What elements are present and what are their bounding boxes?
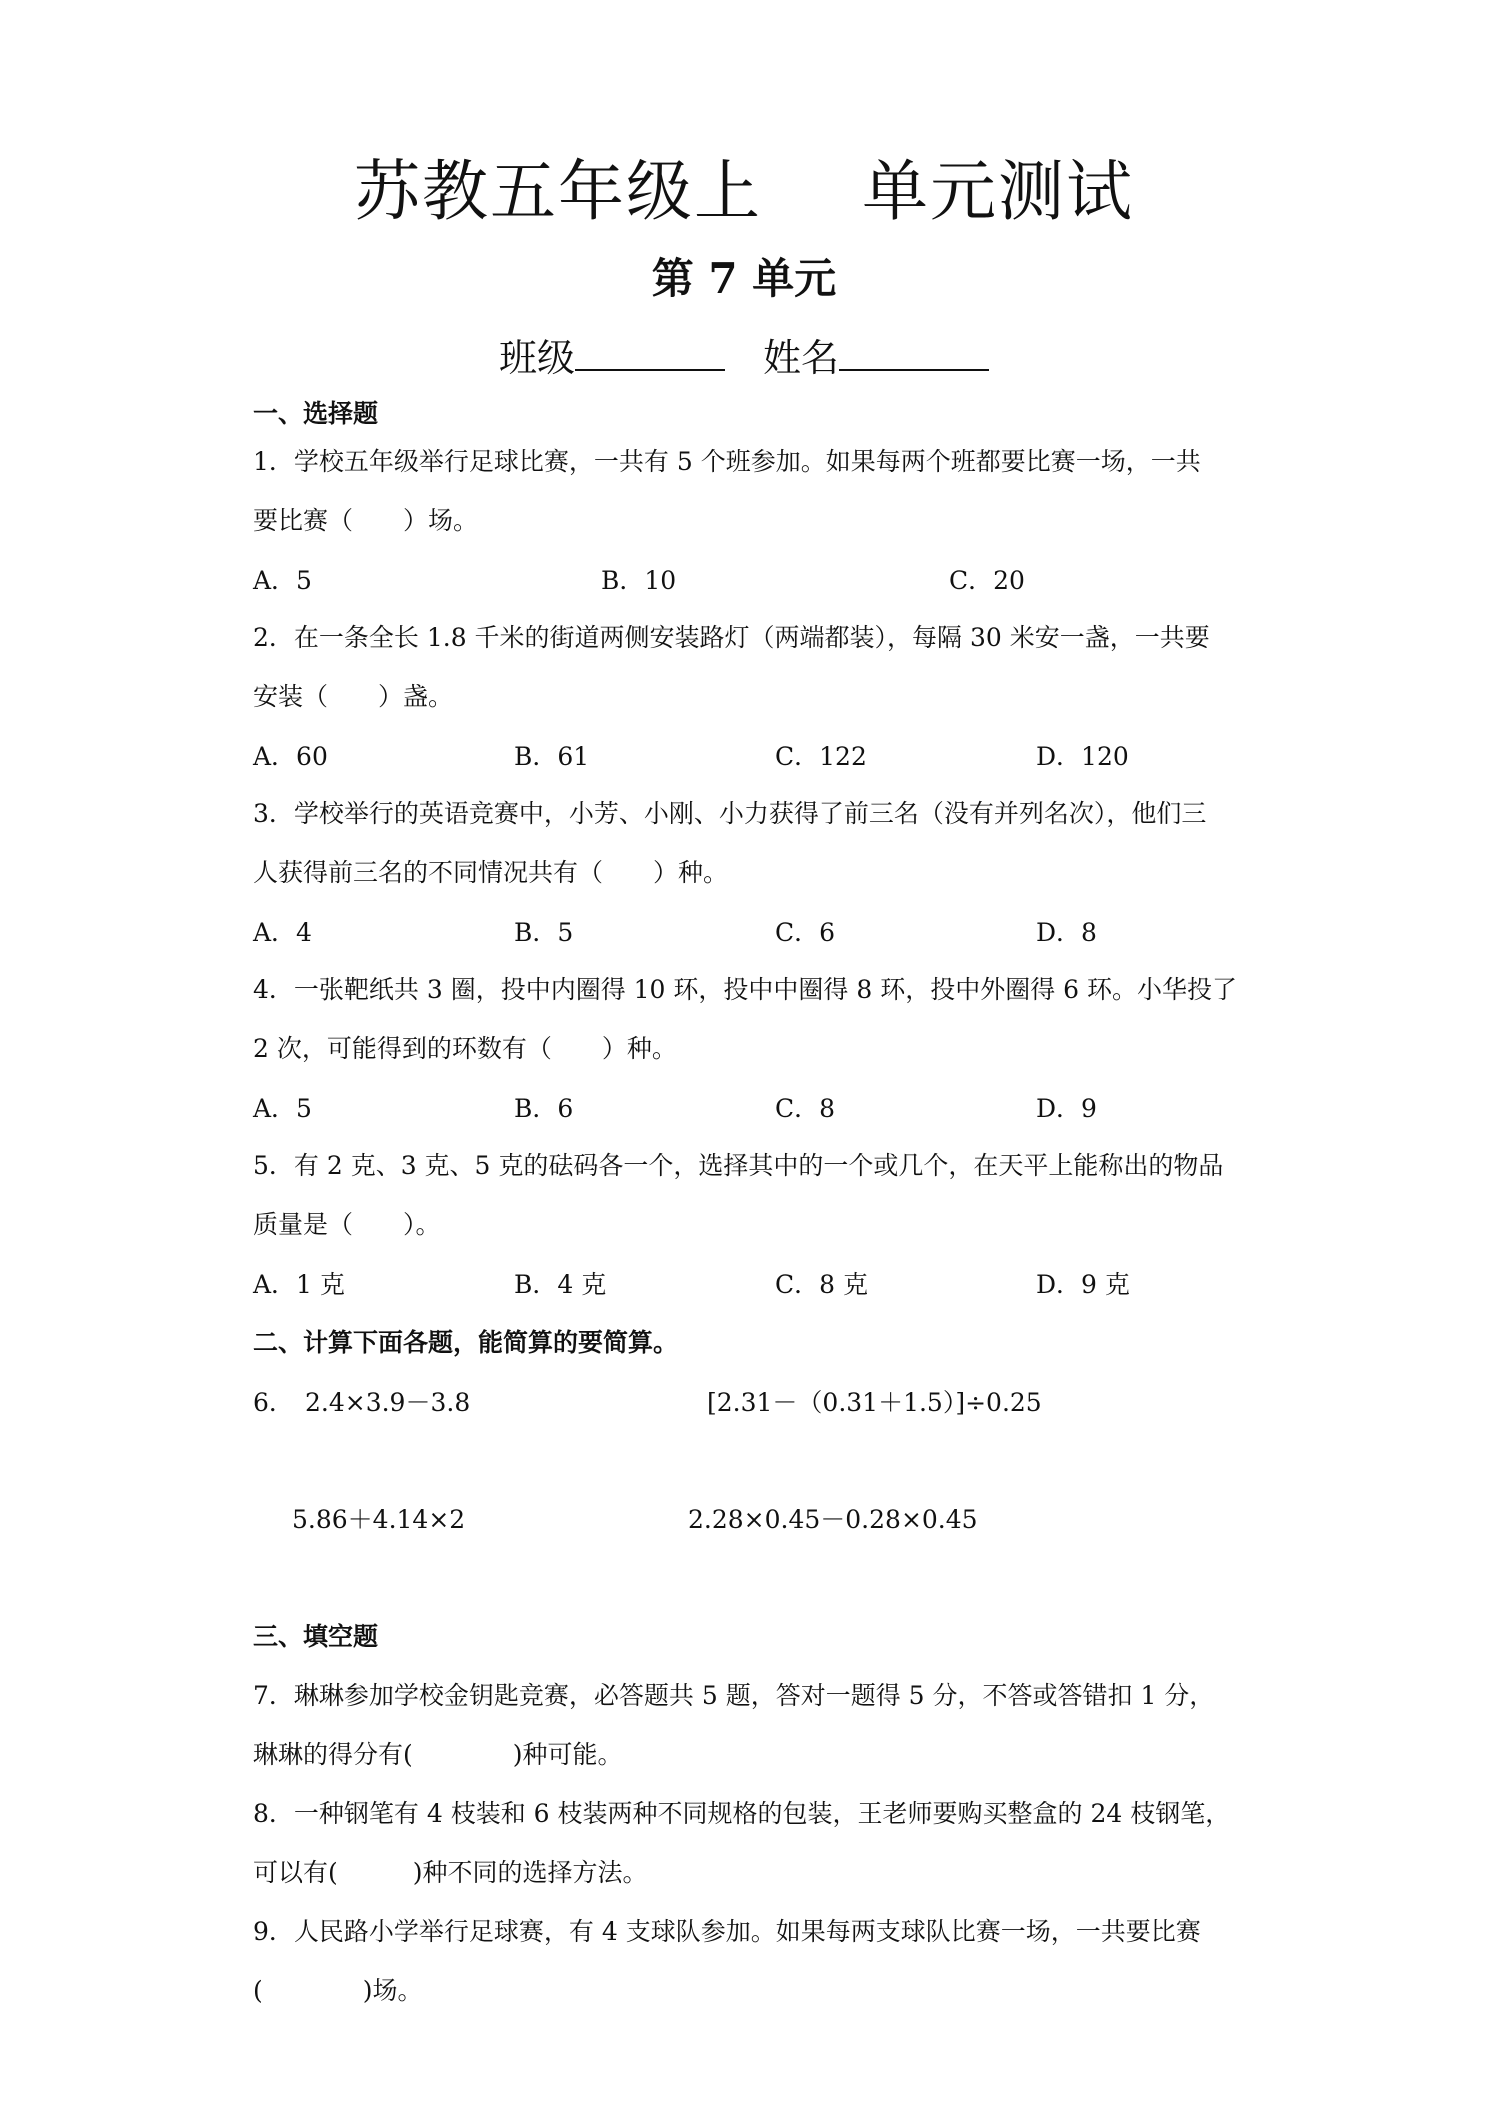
q8-line1: 8．一种钢笔有 4 枝装和 6 枝装两种不同规格的包装，王老师要购买整盒的 24 枝钢笔， [253, 1799, 1231, 1828]
q4-option-d: D．9 [1036, 1094, 1097, 1123]
q4-line2: 2 次，可能得到的环数有（ ）种。 [253, 1034, 677, 1063]
q6-expression-3: 5.86＋4.14×2 [292, 1505, 466, 1534]
q5-line1: 5．有 2 克、3 克、5 克的砝码各一个，选择其中的一个或几个，在天平上能称出的物品 [253, 1151, 1224, 1180]
name-label: 姓名 [763, 336, 840, 380]
q3-option-b: B．5 [514, 918, 574, 947]
section-heading-calc: 二、计算下面各题，能简算的要简算。 [253, 1328, 679, 1357]
q2-option-d: D．120 [1036, 742, 1129, 771]
q3-option-c: C．6 [775, 918, 836, 947]
q6-number: 6． [253, 1388, 294, 1417]
name-blank [839, 337, 989, 371]
section-heading-choice: 一、选择题 [253, 399, 379, 428]
q6-expression-1: 2.4×3.9－3.8 [305, 1388, 471, 1417]
q2-line1: 2．在一条全长 1.8 千米的街道两侧安装路灯（两端都装），每隔 30 米安一盏，一共要 [253, 623, 1210, 652]
student-info-line [0, 327, 1488, 382]
q4-option-c: C．8 [775, 1094, 836, 1123]
class-label: 班级 [498, 336, 575, 380]
q4-line1: 4．一张靶纸共 3 圈，投中内圈得 10 环，投中中圈得 8 环，投中外圈得 6 环。小华投了 [253, 975, 1238, 1004]
unit-subtitle: 第 7 单元 [651, 254, 837, 303]
q6-expression-2: [2.31－（0.31＋1.5）]÷0.25 [707, 1388, 1042, 1417]
q7-line1: 7．琳琳参加学校金钥匙竞赛，必答题共 5 题，答对一题得 5 分，不答或答错扣 1 分， [253, 1681, 1215, 1710]
q1-line2: 要比赛（ ）场。 [253, 506, 479, 535]
q1-option-a: A．5 [253, 566, 312, 595]
q7-line2: 琳琳的得分有( )种可能。 [253, 1740, 623, 1769]
class-blank [575, 337, 725, 371]
q3-option-d: D．8 [1036, 918, 1097, 947]
q2-line2: 安装（ ）盏。 [253, 682, 454, 711]
q2-option-a: A．60 [253, 742, 328, 771]
q9-line2: ( )场。 [253, 1976, 423, 2005]
q9-line1: 9．人民路小学举行足球赛，有 4 支球队参加。如果每两支球队比赛一场，一共要比赛 [253, 1917, 1201, 1946]
title-right: 单元测试 [862, 153, 1134, 230]
q3-line1: 3．学校举行的英语竞赛中，小芳、小刚、小力获得了前三名（没有并列名次），他们三 [253, 799, 1207, 828]
q2-option-c: C．122 [775, 742, 867, 771]
q5-line2: 质量是（ ）。 [253, 1210, 441, 1239]
q6-expression-4: 2.28×0.45－0.28×0.45 [688, 1505, 978, 1534]
q3-option-a: A．4 [253, 918, 312, 947]
q5-option-c: C．8 克 [775, 1270, 868, 1299]
q8-line2: 可以有( )种不同的选择方法。 [253, 1858, 648, 1887]
page-title [0, 138, 1488, 233]
q2-option-b: B．61 [514, 742, 590, 771]
q1-option-c: C．20 [949, 566, 1025, 595]
title-left: 苏教五年级上 [354, 153, 762, 230]
q3-line2: 人获得前三名的不同情况共有（ ）种。 [253, 858, 729, 887]
q5-option-a: A．1 克 [253, 1270, 345, 1299]
q4-option-a: A．5 [253, 1094, 312, 1123]
q1-line1: 1．学校五年级举行足球比赛，一共有 5 个班参加。如果每两个班都要比赛一场，一共 [253, 447, 1201, 476]
q5-option-b: B．4 克 [514, 1270, 607, 1299]
q4-option-b: B．6 [514, 1094, 574, 1123]
q1-option-b: B．10 [601, 566, 677, 595]
q5-option-d: D．9 克 [1036, 1270, 1130, 1299]
section-heading-fill: 三、填空题 [253, 1622, 379, 1651]
